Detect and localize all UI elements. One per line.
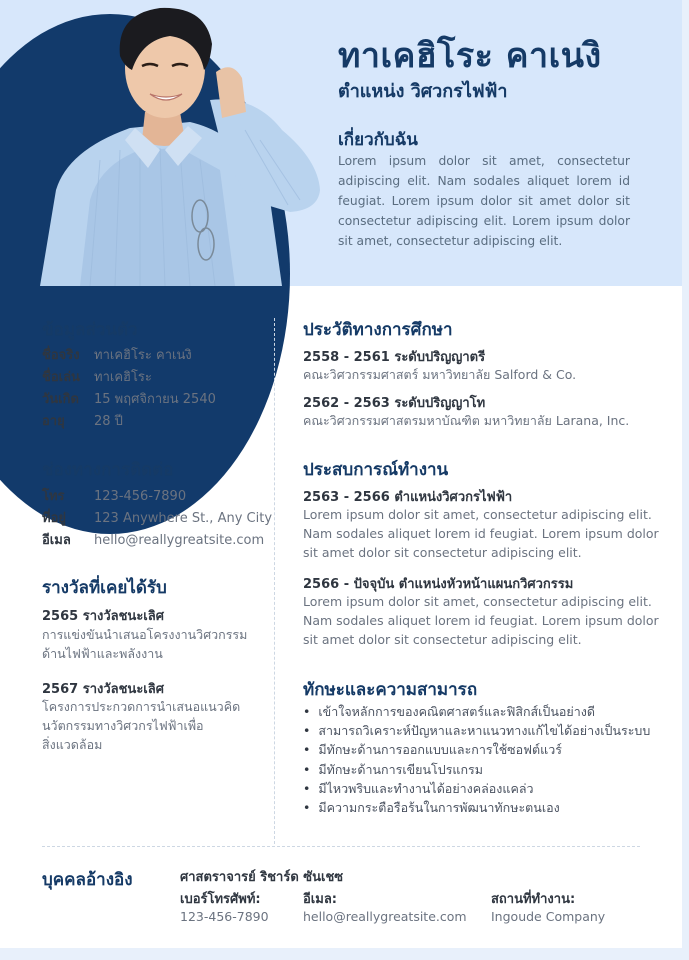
personal-row [42,387,216,409]
about-heading: เกี่ยวกับฉัน [338,130,418,150]
field-label: ที่อยู่ [42,511,66,526]
personal-row [42,343,192,365]
field-label: วันเกิด [42,392,79,407]
column-divider [274,318,275,844]
header-band [0,0,682,286]
reference-phone-label: เบอร์โทรศัพท์: [180,892,261,907]
reference-phone: 123-456-7890 [180,909,269,924]
award-line: ด้านไฟฟ้าและพลังงาน [42,646,163,661]
personal-row [42,409,123,431]
experience-line: Lorem ipsum dolor sit amet, consectetur adipiscing elit. [303,594,652,609]
page-margin-bottom [0,948,689,960]
about-text: Lorem ipsum dolor sit amet, consectetur adipiscing elit. Nam sodales aliquet lorem id feugiat. Lorem ipsum dolor sit amet dolor sit consectetur adipiscing elit. Lorem ipsum dolor sit amet, consectetur adipiscing elit. [338,154,630,248]
reference-workplace: Ingoude Company [491,909,606,924]
contact-row [42,506,272,528]
experience-line: Nam sodales aliquet lorem id feugiat. Lorem ipsum dolor [303,613,659,628]
candidate-role: ตำแหน่ง วิศวกรไฟฟ้า [338,81,508,102]
award-line: สิ่งแวดล้อม [42,737,103,752]
personal-row [42,365,152,387]
reference-email: hello@reallygreatsite.com [303,909,467,924]
contact-row [42,528,264,550]
education-heading-item: 2562 - 2563 ระดับปริญญาโท [303,396,486,411]
field-label: อีเมล [42,533,71,548]
contact-heading: ช่องทางการติดต่อ [42,460,174,480]
skill-item: • มีความกระตือรือร้นในการพัฒนาทักษะตนเอง [303,798,650,817]
award-line: โครงการประกวดการนำเสนอแนวคิด [42,699,241,714]
skills-heading: ทักษะและความสามารถ [303,680,478,700]
experience-line: Lorem ipsum dolor sit amet, consectetur adipiscing elit. [303,507,652,522]
skill-item: • มีไหวพริบและทำงานได้อย่างคล่องแคล่ว [303,779,650,798]
skill-item: • มีทักษะด้านการออกแบบและการใช้ซอฟต์แวร์ [303,740,650,759]
field-value: ทาเคฮิโระ [94,370,152,385]
email-value: hello@reallygreatsite.com [94,533,265,548]
education-detail: คณะวิศวกรรมศาสตร์ มหาวิทยาลัย Salford & Co. [303,367,577,382]
field-value: ทาเคฮิโระ คาเนงิ [94,348,192,363]
contact-row [42,484,186,506]
experience-line: Nam sodales aliquet lorem id feugiat. Lorem ipsum dolor [303,526,659,541]
profile-photo [20,0,320,286]
reference-name: ศาสตราจารย์ ริชาร์ด ซันเชซ [180,870,344,885]
address-value: 123 Anywhere St., Any City [94,511,273,526]
field-label: ชื่อเล่น [42,370,80,385]
experience-heading: ประสบการณ์ทำงาน [303,460,449,480]
reference-email-label: อีเมล: [303,892,337,907]
field-label: โทร [42,489,65,504]
education-heading: ประวัติทางการศึกษา [303,320,453,340]
candidate-name: ทาเคฮิโระ คาเนงิ [338,36,602,76]
skills-list [303,702,650,817]
skill-item: • มีทักษะด้านการเขียนโปรแกรม [303,760,650,779]
education-detail: คณะวิศวกรรมศาสตรมหาบัณฑิต มหาวิทยาลัย Larana, Inc. [303,413,630,428]
field-label: ชื่อจริง [42,348,80,363]
reference-workplace-label: สถานที่ทำงาน: [491,892,576,907]
experience-line: sit amet dolor sit consectetur adipiscing elit. [303,632,582,647]
reference-heading: บุคคลอ้างอิง [42,870,133,890]
award-heading: 2565 รางวัลชนะเลิศ [42,609,164,624]
experience-item-heading: 2563 - 2566 ตำแหน่งวิศวกรไฟฟ้า [303,490,513,505]
field-value: 28 ปี [94,414,123,429]
footer-divider [42,846,640,847]
field-value: 15 พฤศจิกายน 2540 [94,392,216,407]
experience-line: sit amet dolor sit consectetur adipiscing elit. [303,545,582,560]
award-heading: 2567 รางวัลชนะเลิศ [42,682,164,697]
page-margin-right [682,0,689,960]
award-line: การแข่งขันนำเสนอโครงงานวิศวกรรม [42,627,248,642]
skill-item: • เข้าใจหลักการของคณิตศาสตร์และฟิสิกส์เป็นอย่างดี [303,702,650,721]
award-line: นวัตกรรมทางวิศวกรไฟฟ้าเพื่อ [42,718,204,733]
skill-item: • สามารถวิเคราะห์ปัญหาและหาแนวทางแก้ไขได้อย่างเป็นระบบ [303,721,650,740]
education-heading-item: 2558 - 2561 ระดับปริญญาตรี [303,350,486,365]
awards-heading: รางวัลที่เคยได้รับ [42,578,167,598]
phone-value: 123-456-7890 [94,489,187,504]
personal-heading: ข้อมูลส่วนตัว [42,320,138,340]
experience-item-heading: 2566 - ปัจจุบัน ตำแหน่งหัวหน้าแผนกวิศวกรรม [303,577,574,592]
field-label: อายุ [42,414,65,429]
